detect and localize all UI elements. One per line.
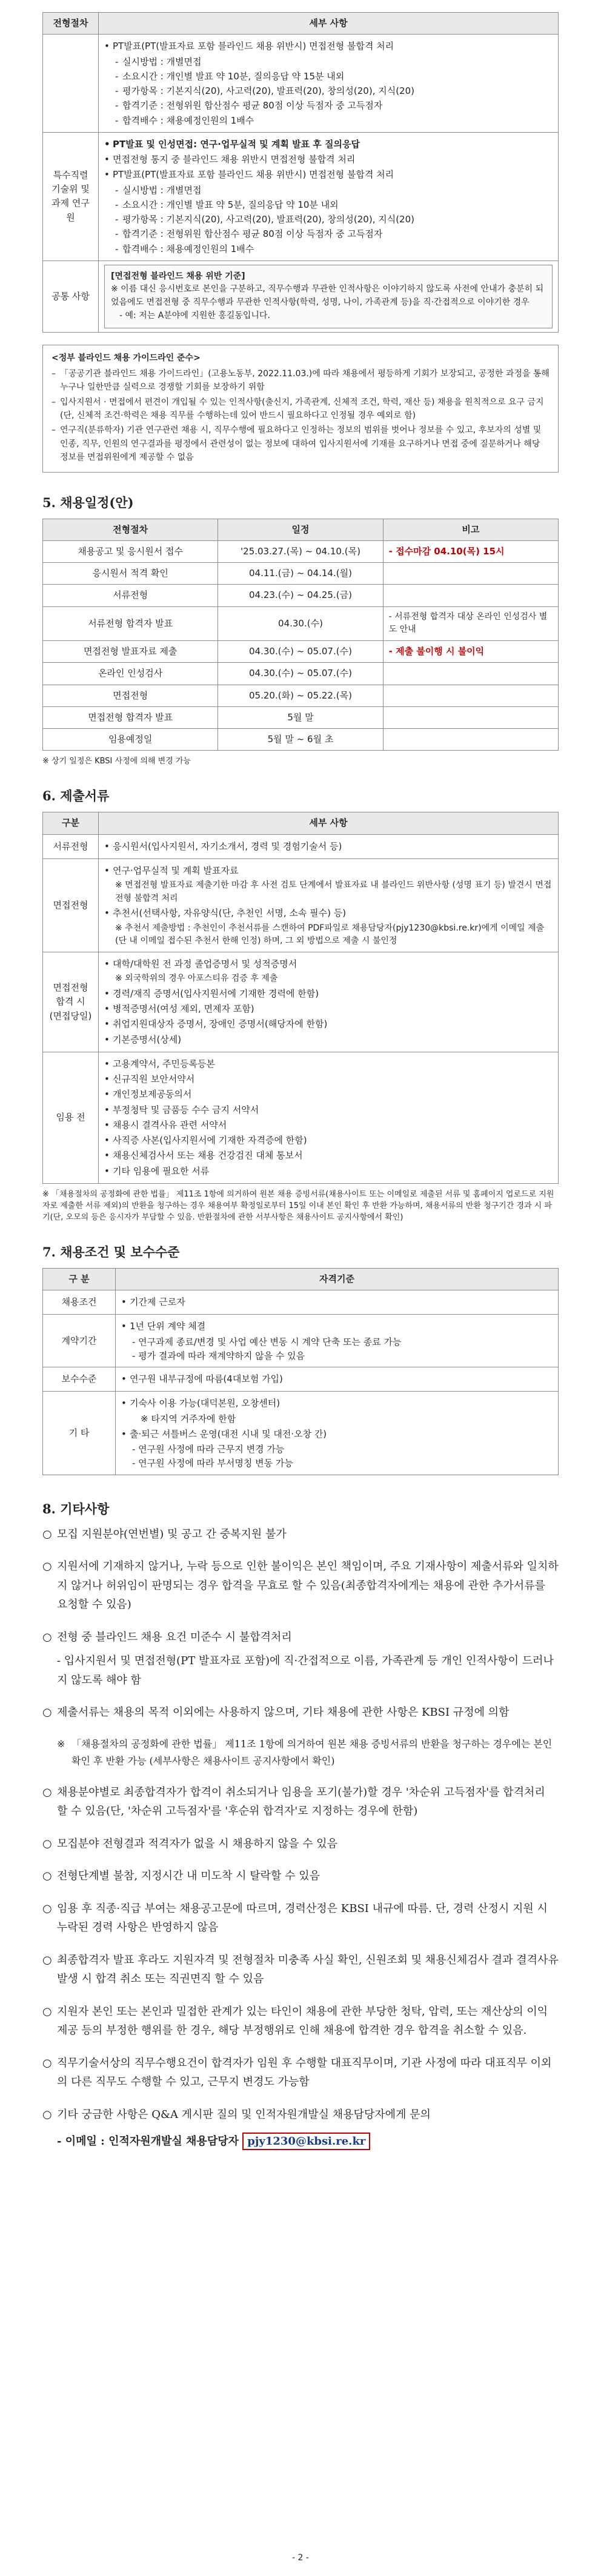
table-header: 구 분: [43, 1268, 116, 1290]
note-item: ○ 전형단계별 불참, 지정시간 내 미도착 시 탈락할 수 있음: [42, 1867, 559, 1886]
schedule-date: 5월 말: [218, 706, 383, 728]
schedule-step: 온라인 인성검사: [43, 663, 218, 685]
contact-line: [42, 2133, 559, 2148]
blind-rule-text: ※ 이름 대신 응시번호로 본인을 구분하고, 직무수행과 무관한 인적사항은 이야기하지 않도록 사전에 안내가 충분히 되었음에도 면접전형 중 직무수행과 무관한 인적사항(학력, 성명, 나이, 가족관계 등)을 직·간접적으로 이야기한 경우: [111, 284, 544, 308]
special-sub-item: - 실시방법 : 개별면접: [115, 184, 553, 198]
note-item: ○ 전형 중 블라인드 채용 요건 미준수 시 불합격처리: [42, 1628, 559, 1647]
section-title: 8. 기타사항: [42, 1501, 110, 1516]
row-label: 면접전형: [43, 858, 99, 952]
special-sub-item: - 합격배수 : 채용예정인원의 1배수: [115, 242, 553, 256]
pt-sub-item: - 합격기준 : 전형위원 합산점수 평균 80점 이상 득점자 중 고득점자: [115, 99, 553, 113]
hire-cell: [99, 1052, 559, 1183]
doc-item: • 응시원서(입사지원서, 자기소개서, 경력 및 경험기술서 등): [104, 840, 553, 854]
schedule-step: 서류전형: [43, 585, 218, 606]
table-header: 비고: [383, 519, 558, 540]
other-notes: [42, 1525, 559, 2149]
schedule-date: 04.30.(수): [218, 606, 383, 640]
table-header: 자격기준: [116, 1268, 559, 1290]
table-row: [43, 641, 559, 663]
doc-cell: [99, 834, 559, 858]
note-item: ○ 제출서류는 채용의 목적 이외에는 사용하지 않으며, 기타 채용에 관한 사항은 KBSI 규정에 의함: [42, 1703, 559, 1722]
row-label: 공통 사항: [43, 261, 99, 332]
schedule-note: - 제출 불이행 시 불이익: [383, 641, 558, 663]
doc-item: • 연구·업무실적 및 계획 발표자료: [104, 864, 553, 878]
table-header: 세부 사항: [99, 812, 559, 834]
note-item: ○ 모집분야 전형결과 적격자가 없을 시 채용하지 않을 수 있음: [42, 1834, 559, 1854]
pt-sub-item: - 실시방법 : 개별면접: [115, 55, 553, 69]
schedule-note: [383, 563, 558, 585]
note-item: ○ 지원자 본인 또는 본인과 밀접한 관계가 있는 타인이 채용에 관한 부당한 청탁, 압력, 또는 재산상의 이익 제공 등의 부정한 행위를 한 경우, 해당 부정행위로 인해 채용에 합격한 경우 합격을 취소할 수 있음.: [42, 2002, 559, 2040]
schedule-note: [383, 706, 558, 728]
guideline-title: <정부 블라인드 채용 가이드라인 준수>: [51, 353, 201, 363]
schedule-note: [383, 585, 558, 606]
schedule-date: 5월 말 ~ 6월 초: [218, 729, 383, 751]
schedule-step: 면접전형: [43, 685, 218, 706]
note-item: ○ 기타 궁금한 사항은 Q&A 게시판 질의 및 인적자원개발실 채용담당자에게 문의: [42, 2105, 559, 2125]
section-title: 7. 채용조건 및 보수수준: [42, 1244, 180, 1260]
doc-item: • 부정청탁 및 금품등 수수 금지 서약서: [104, 1103, 553, 1117]
table-header: 전형절차: [43, 519, 218, 540]
schedule-table: [42, 519, 559, 751]
condition-cell: [116, 1367, 559, 1392]
pt-item: • PT발표(PT(발표자료 포함 블라인드 채용 위반시) 면접전형 불합격 처리: [104, 39, 553, 53]
row-label: 임용 전: [43, 1052, 99, 1183]
row-label: 채용조건: [43, 1290, 116, 1315]
condition-item: • 출·퇴근 셔틀버스 운영(대전 시내 및 대전·오창 간): [121, 1427, 553, 1441]
condition-item: • 1년 단위 계약 체결: [121, 1320, 553, 1333]
common-block: [99, 261, 559, 332]
table-row: [43, 706, 559, 728]
schedule-date: 04.11.(금) ~ 04.14.(월): [218, 563, 383, 585]
table-row: [43, 585, 559, 606]
documents-footnote: ※ 「채용절차의 공정화에 관한 법률」 제11조 1항에 의거하여 원본 채용 증빙서류(채용사이트 또는 이메일로 제출된 서류 및 홈페이지 업로드로 지원자로 제출한 서류 제외)의 반환을 청구하는 경우 채용여부 확정일로부터 15일 이내 본인 확인 후 반환 가능하며, 채용서류의 반환 청구기간 경과 시 파기(단, 오모의 등은 응시자가 부담할 수 있음. 반환절차에 관한 서부사항은 채용사이트 공지사항에서 확인): [42, 1189, 554, 1222]
doc-item: • 기본증명서(상세): [104, 1033, 553, 1047]
blind-rule-box: [104, 265, 553, 328]
condition-cell: [116, 1392, 559, 1475]
special-item: • PT발표(PT(발표자료 포함 블라인드 채용 위반시) 면접전형 불합격 처리: [104, 168, 553, 182]
schedule-footnote: ※ 상기 일정은 KBSI 사정에 의해 변경 가능: [42, 757, 191, 766]
final-cell: [99, 952, 559, 1052]
contact-label: - 이메일 : 인적자원개발실 채용담당자: [57, 2135, 239, 2148]
guideline-item: – 「공공기관 블라인드 채용 가이드라인」(고용노동부, 2022.11.03.)에 따라 채용에서 평등하게 기회가 보장되고, 공정한 과정을 통해 누구나 일한만큼 실력으로 경쟁할 기회를 보장하기 위함: [51, 367, 550, 394]
note-item: ○ 임용 후 직종·직급 부여는 채용공고문에 따르며, 경력산정은 KBSI 내규에 따름. 단, 경력 산정시 지원 시 누락된 경력 사항은 반영하지 않음: [42, 1899, 559, 1937]
schedule-step: 서류전형 합격자 발표: [43, 606, 218, 640]
documents-table: [42, 812, 559, 1184]
condition-sub: - 연구과제 종료/변경 및 사업 예산 변동 시 계약 단축 또는 종료 가능: [132, 1336, 402, 1347]
pt-block: [99, 35, 559, 133]
schedule-step: 채용공고 및 응시원서 접수: [43, 540, 218, 562]
special-item: • PT발표 및 인성면접: 연구·업무실적 및 계획 발표 후 질의응답: [104, 138, 553, 151]
row-label: 특수직렬 기술위 및 과제 연구원: [43, 132, 99, 261]
doc-item: • 신규직원 보안서약서: [104, 1072, 553, 1086]
conditions-table: [42, 1268, 559, 1475]
condition-cell: [116, 1315, 559, 1367]
special-block: [99, 132, 559, 261]
doc-item: • 고용계약서, 주민등록등본: [104, 1057, 553, 1071]
contact-email-link[interactable]: pjy1230@kbsi.re.kr: [242, 2133, 370, 2150]
interview-procedure-table: [42, 12, 559, 333]
blind-rule-example: - 예: 저는 A분야에 지원한 홍길동입니다.: [119, 310, 270, 320]
schedule-note: - 서류전형 합격자 대상 온라인 인성검사 별도 안내: [383, 606, 558, 640]
doc-note: ※ 면접전형 발표자료 제출기한 마감 후 사전 검토 단계에서 발표자료 내 블라인드 위반사항 (성명 표기 등) 발견시 면접전형 불합격 처리: [115, 880, 552, 903]
condition-item: • 연구원 내부규정에 따름(4대보험 가입): [121, 1372, 553, 1386]
note-item: ○ 모집 지원분야(연번별) 및 공고 간 중복지원 불가: [42, 1525, 559, 1544]
pt-sub-item: - 소요시간 : 개인별 발표 약 10분, 질의응답 약 15분 내외: [115, 70, 553, 84]
guideline-item: – 연구직(분류학자) 기관 연구관련 채용 시, 직무수행에 필요하다고 인정하는 정보의 범위를 벗어나 정보를 수 있고, 후보자의 성별 및 인종, 직무, 인원의 연구결과를 평정에서 관련성이 없는 정보에 대하여 입사지원서에 기재를 요구하거나 면접 중에 질문하거나 해당 정보를 면접위원에게 제공할 수 없음: [51, 423, 550, 464]
table-row: [43, 540, 559, 562]
section-title: 5. 채용일정(안): [42, 494, 134, 510]
schedule-date: 04.30.(수) ~ 05.07.(수): [218, 641, 383, 663]
schedule-note: [383, 685, 558, 706]
doc-item: • 취업지원대상자 증명서, 장애인 증명서(해당자에 한함): [104, 1017, 553, 1031]
pt-sub-item: - 평가항목 : 기본지식(20), 사고력(20), 발표력(20), 창의성(20), 지식(20): [115, 84, 553, 98]
schedule-note: [383, 729, 558, 751]
schedule-date: 05.20.(화) ~ 05.22.(목): [218, 685, 383, 706]
doc-item: • 추천서(선택사항, 자유양식(단, 추천인 서명, 소속 필수) 등): [104, 906, 553, 920]
table-row: [43, 685, 559, 706]
condition-sub: - 평가 결과에 따라 재계약하지 않을 수 있음: [132, 1350, 305, 1361]
table-header: 세부 사항: [99, 13, 559, 35]
interview-cell: [99, 858, 559, 952]
schedule-step: 응시원서 적격 확인: [43, 563, 218, 585]
guideline-item: – 입사지원서 · 면접에서 편견이 개입될 수 있는 인적사항(출신지, 가족관계, 신체적 조건, 학력, 재산 등) 채용을 원칙적으로 요구 금지(단, 신체적 조건·학력은 채용 직무를 수행하는데 있어 반드시 필요하다고 인정될 경우 예외로 함): [51, 396, 550, 423]
note-star-item: ※ 「채용절차의 공정화에 관한 법률」 제11조 1항에 의거하여 원본 채용 증빙서류의 반환을 청구하는 경우에는 본인 확인 후 반환 가능 (세부사항은 채용사이트 공지사항에서 확인): [42, 1736, 559, 1770]
special-sub-item: - 소요시간 : 개인별 발표 약 5분, 질의응답 약 10분 내외: [115, 198, 553, 212]
note-item: ○ 직무기술서상의 직무수행요건이 합격자가 임원 후 수행할 대표직무이며, 기관 사정에 따라 대표직무 이외의 다른 직무도 수행할 수 있고, 근무지 변경도 가능함: [42, 2054, 559, 2092]
doc-note: ※ 추천서 제출방법 : 추천인이 추천서류를 스캔하여 PDF파일로 채용담당자(pjy1230@kbsi.re.kr)에게 이메일 제출(단 내 이메일 접수된 추천서 한해 인정) 하며, 그 외 방법으로 제출 시 불인정: [115, 923, 545, 946]
table-header: 구분: [43, 812, 99, 834]
schedule-step: 면접전형 발표자료 제출: [43, 641, 218, 663]
doc-item: • 기타 임용에 필요한 서류: [104, 1164, 553, 1178]
note-item: ○ 지원서에 기재하지 않거나, 누락 등으로 인한 불이익은 본인 책임이며, 주요 기재사항이 제출서류와 일치하지 않거나 허위임이 판명되는 경우 합격을 무효로 할 수 있음(최종합격자에게는 채용에 관한 추가서류를 요청할 수 있음): [42, 1557, 559, 1615]
special-item: • 면접전형 통지 중 블라인드 채용 위반시 면접전형 불합격 처리: [104, 153, 553, 167]
row-label: 계약기간: [43, 1315, 116, 1367]
condition-cell: [116, 1290, 559, 1315]
doc-item: • 경력/재직 증명서(입사지원서에 기재한 경력에 한함): [104, 987, 553, 1001]
table-row: [43, 663, 559, 685]
doc-note: ※ 외국학위의 경우 아포스티유 검증 후 제출: [115, 974, 278, 984]
schedule-step: 면접전형 합격자 발표: [43, 706, 218, 728]
table-header: 전형절차: [43, 13, 99, 35]
pt-sub-item: - 합격배수 : 채용예정인원의 1배수: [115, 114, 553, 128]
row-label: [43, 35, 99, 133]
condition-item: • 기간제 근로자: [121, 1295, 553, 1309]
table-row: [43, 729, 559, 751]
row-label: 면접전형 합격 시 (면접당일): [43, 952, 99, 1052]
blind-guideline-box: [42, 345, 559, 473]
row-label: 서류전형: [43, 834, 99, 858]
row-label: 보수수준: [43, 1367, 116, 1392]
doc-item: • 병적증명서(여성 제외, 면제자 포함): [104, 1002, 553, 1016]
schedule-date: 04.23.(수) ~ 04.25.(금): [218, 585, 383, 606]
table-header: 일정: [218, 519, 383, 540]
schedule-note: [383, 663, 558, 685]
doc-item: • 대학/대학원 전 과정 졸업증명서 및 성적증명서: [104, 957, 553, 971]
doc-item: • 개인정보제공동의서: [104, 1087, 553, 1101]
note-item: ○ 채용분야별로 최종합격자가 합격이 취소되거나 임용을 포기(불가)할 경우 '차순위 고득점자'를 합격처리 할 수 있음(단, '차순위 고득점자'를 '후순위 합격자'로 지정하는 경우에 한함): [42, 1783, 559, 1821]
schedule-date: '25.03.27.(목) ~ 04.10.(목): [218, 540, 383, 562]
table-row: [43, 606, 559, 640]
row-label: 기 타: [43, 1392, 116, 1475]
note-item: ○ 최종합격자 발표 후라도 지원자격 및 전형절차 미충족 사실 확인, 신원조회 및 채용신체검사 결과 결격사유 발생 시 합격 취소 또는 직권면직 할 수 있음: [42, 1951, 559, 1989]
condition-item: • 기숙사 이용 가능(대덕본원, 오창센터): [121, 1396, 553, 1410]
schedule-step: 임용예정일: [43, 729, 218, 751]
special-sub-item: - 합격기준 : 전형위원 합산점수 평균 80점 이상 득점자 중 고득점자: [115, 227, 553, 241]
table-row: [43, 563, 559, 585]
doc-item: • 사직증 사본(입사지원서에 기재한 자격증에 한함): [104, 1134, 553, 1147]
condition-sub: - 연구원 사정에 따라 근무지 변경 가능: [132, 1444, 285, 1455]
condition-sub: - 연구원 사정에 따라 부서명칭 변동 가능: [132, 1458, 293, 1469]
special-sub-item: - 평가항목 : 기본지식(20), 사고력(20), 발표력(20), 창의성(20), 지식(20): [115, 213, 553, 227]
blind-rule-title: [면접전형 블라인드 채용 위반 기준]: [111, 271, 245, 281]
schedule-date: 04.30.(수) ~ 05.07.(수): [218, 663, 383, 685]
condition-sub: ※ 타지역 거주자에 한함: [141, 1413, 236, 1424]
note-sub-item: - 입사지원서 및 면접전형(PT 발표자료 포함)에 직·간접적으로 이름, 가족관계 등 개인 인적사항이 드러나지 않도록 해야 함: [57, 1655, 554, 1687]
schedule-note: - 접수마감 04.10(목) 15시: [383, 540, 558, 562]
section-title: 6. 제출서류: [42, 788, 110, 804]
doc-item: • 채용신체검사서 또는 채용 건강검진 대체 통보서: [104, 1149, 553, 1163]
page-number: - 2 -: [292, 2553, 309, 2563]
doc-item: • 채용시 결격사유 관련 서약서: [104, 1118, 553, 1132]
